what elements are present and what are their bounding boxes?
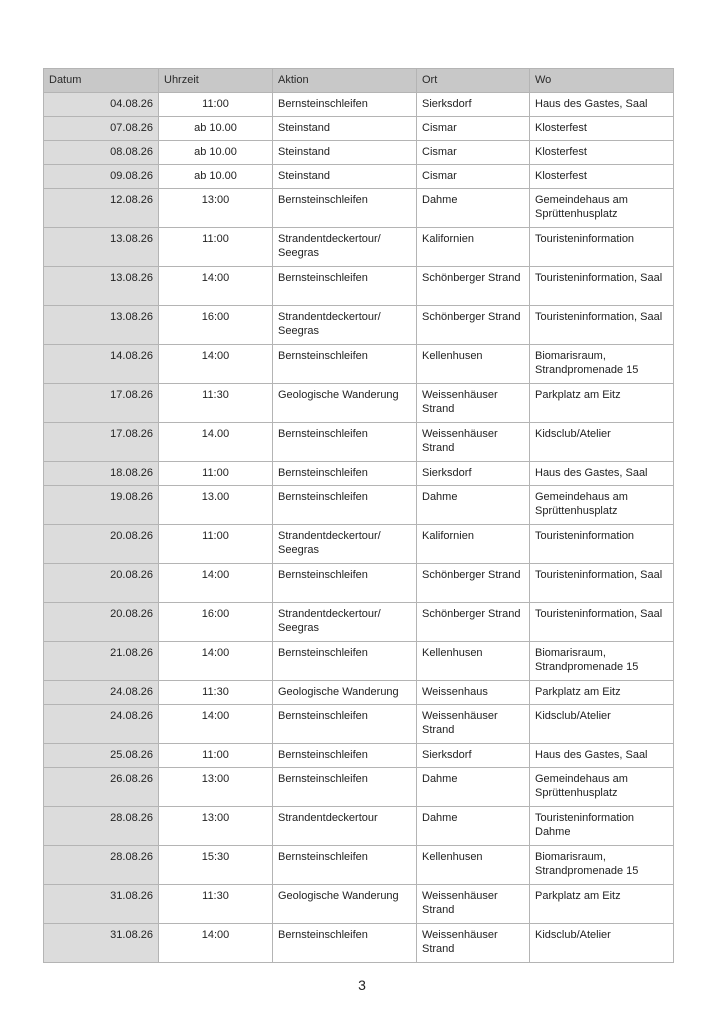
cell-uhrzeit: 14:00 xyxy=(159,345,273,384)
cell-datum: 14.08.26 xyxy=(44,345,159,384)
cell-aktion: Steinstand xyxy=(273,141,417,165)
cell-wo: Kidsclub/Atelier xyxy=(530,705,674,744)
cell-datum: 12.08.26 xyxy=(44,189,159,228)
cell-aktion: Strandentdeckertour/ Seegras xyxy=(273,228,417,267)
cell-ort: Dahme xyxy=(417,807,530,846)
cell-datum: 20.08.26 xyxy=(44,564,159,603)
cell-uhrzeit: 14:00 xyxy=(159,642,273,681)
table-row xyxy=(44,642,674,681)
cell-datum: 21.08.26 xyxy=(44,642,159,681)
table-row xyxy=(44,705,674,744)
table-row xyxy=(44,807,674,846)
cell-aktion: Bernsteinschleifen xyxy=(273,924,417,963)
cell-aktion: Strandentdeckertour/ Seegras xyxy=(273,306,417,345)
cell-aktion: Bernsteinschleifen xyxy=(273,705,417,744)
cell-ort: Schönberger Strand xyxy=(417,603,530,642)
cell-aktion: Bernsteinschleifen xyxy=(273,486,417,525)
cell-aktion: Geologische Wanderung xyxy=(273,885,417,924)
event-schedule-table xyxy=(43,68,674,963)
cell-ort: Dahme xyxy=(417,486,530,525)
cell-ort: Cismar xyxy=(417,117,530,141)
cell-datum: 13.08.26 xyxy=(44,267,159,306)
cell-datum: 25.08.26 xyxy=(44,744,159,768)
cell-wo: Gemeindehaus am Sprüttenhusplatz xyxy=(530,486,674,525)
header-ort: Ort xyxy=(417,69,530,93)
cell-uhrzeit: 14:00 xyxy=(159,924,273,963)
cell-aktion: Bernsteinschleifen xyxy=(273,423,417,462)
cell-wo: Touristeninformation Dahme xyxy=(530,807,674,846)
table-row xyxy=(44,462,674,486)
cell-wo: Touristeninformation, Saal xyxy=(530,564,674,603)
cell-ort: Kellenhusen xyxy=(417,642,530,681)
cell-uhrzeit: 11:00 xyxy=(159,525,273,564)
page-number: 3 xyxy=(358,977,366,993)
cell-datum: 07.08.26 xyxy=(44,117,159,141)
cell-uhrzeit: 16:00 xyxy=(159,306,273,345)
cell-aktion: Steinstand xyxy=(273,117,417,141)
cell-uhrzeit: 13.00 xyxy=(159,486,273,525)
cell-aktion: Bernsteinschleifen xyxy=(273,267,417,306)
table-row xyxy=(44,141,674,165)
header-wo: Wo xyxy=(530,69,674,93)
table-row xyxy=(44,117,674,141)
cell-datum: 31.08.26 xyxy=(44,885,159,924)
cell-wo: Biomarisraum, Strandpromenade 15 xyxy=(530,345,674,384)
table-body xyxy=(44,93,674,963)
cell-wo: Touristeninformation xyxy=(530,525,674,564)
header-uhrzeit: Uhrzeit xyxy=(159,69,273,93)
cell-datum: 31.08.26 xyxy=(44,924,159,963)
cell-uhrzeit: 14.00 xyxy=(159,423,273,462)
cell-aktion: Bernsteinschleifen xyxy=(273,642,417,681)
table-row xyxy=(44,165,674,189)
cell-uhrzeit: 11:00 xyxy=(159,93,273,117)
cell-wo: Klosterfest xyxy=(530,141,674,165)
cell-wo: Klosterfest xyxy=(530,117,674,141)
cell-ort: Cismar xyxy=(417,165,530,189)
cell-aktion: Bernsteinschleifen xyxy=(273,462,417,486)
cell-uhrzeit: ab 10.00 xyxy=(159,141,273,165)
cell-ort: Weissenhäuser Strand xyxy=(417,924,530,963)
cell-ort: Kellenhusen xyxy=(417,345,530,384)
table-row xyxy=(44,885,674,924)
cell-ort: Kellenhusen xyxy=(417,846,530,885)
cell-wo: Parkplatz am Eitz xyxy=(530,681,674,705)
cell-ort: Weissenhäuser Strand xyxy=(417,423,530,462)
cell-uhrzeit: 13:00 xyxy=(159,807,273,846)
cell-uhrzeit: 16:00 xyxy=(159,603,273,642)
cell-wo: Touristeninformation, Saal xyxy=(530,306,674,345)
cell-aktion: Bernsteinschleifen xyxy=(273,564,417,603)
cell-uhrzeit: 13:00 xyxy=(159,768,273,807)
cell-wo: Biomarisraum, Strandpromenade 15 xyxy=(530,846,674,885)
cell-datum: 17.08.26 xyxy=(44,423,159,462)
cell-datum: 24.08.26 xyxy=(44,681,159,705)
table-row xyxy=(44,564,674,603)
table-row xyxy=(44,846,674,885)
cell-aktion: Bernsteinschleifen xyxy=(273,744,417,768)
cell-ort: Kalifornien xyxy=(417,525,530,564)
cell-uhrzeit: 11:30 xyxy=(159,681,273,705)
table-row xyxy=(44,189,674,228)
table-row xyxy=(44,924,674,963)
cell-aktion: Bernsteinschleifen xyxy=(273,768,417,807)
table-row xyxy=(44,768,674,807)
cell-ort: Dahme xyxy=(417,189,530,228)
cell-uhrzeit: 14:00 xyxy=(159,705,273,744)
cell-ort: Schönberger Strand xyxy=(417,564,530,603)
cell-wo: Haus des Gastes, Saal xyxy=(530,462,674,486)
cell-datum: 13.08.26 xyxy=(44,228,159,267)
cell-ort: Schönberger Strand xyxy=(417,267,530,306)
cell-wo: Klosterfest xyxy=(530,165,674,189)
cell-aktion: Geologische Wanderung xyxy=(273,681,417,705)
cell-datum: 18.08.26 xyxy=(44,462,159,486)
cell-uhrzeit: ab 10.00 xyxy=(159,117,273,141)
cell-aktion: Strandentdeckertour xyxy=(273,807,417,846)
table-row xyxy=(44,267,674,306)
cell-uhrzeit: ab 10.00 xyxy=(159,165,273,189)
cell-wo: Haus des Gastes, Saal xyxy=(530,93,674,117)
table-row xyxy=(44,681,674,705)
cell-datum: 20.08.26 xyxy=(44,525,159,564)
cell-datum: 09.08.26 xyxy=(44,165,159,189)
cell-ort: Sierksdorf xyxy=(417,462,530,486)
cell-datum: 20.08.26 xyxy=(44,603,159,642)
cell-wo: Touristeninformation, Saal xyxy=(530,603,674,642)
cell-ort: Cismar xyxy=(417,141,530,165)
cell-ort: Weissenhäuser Strand xyxy=(417,885,530,924)
cell-aktion: Geologische Wanderung xyxy=(273,384,417,423)
table-header-row xyxy=(44,69,674,93)
cell-wo: Parkplatz am Eitz xyxy=(530,384,674,423)
cell-ort: Dahme xyxy=(417,768,530,807)
cell-datum: 13.08.26 xyxy=(44,306,159,345)
cell-ort: Kalifornien xyxy=(417,228,530,267)
cell-ort: Weissenhäuser Strand xyxy=(417,705,530,744)
cell-datum: 28.08.26 xyxy=(44,807,159,846)
cell-wo: Touristeninformation, Saal xyxy=(530,267,674,306)
cell-wo: Biomarisraum, Strandpromenade 15 xyxy=(530,642,674,681)
table-row xyxy=(44,603,674,642)
cell-ort: Sierksdorf xyxy=(417,744,530,768)
cell-ort: Weissenhäuser Strand xyxy=(417,384,530,423)
cell-uhrzeit: 11:00 xyxy=(159,744,273,768)
cell-wo: Touristeninformation xyxy=(530,228,674,267)
cell-aktion: Bernsteinschleifen xyxy=(273,846,417,885)
cell-uhrzeit: 14:00 xyxy=(159,564,273,603)
cell-aktion: Steinstand xyxy=(273,165,417,189)
cell-datum: 26.08.26 xyxy=(44,768,159,807)
cell-datum: 04.08.26 xyxy=(44,93,159,117)
cell-wo: Parkplatz am Eitz xyxy=(530,885,674,924)
cell-wo: Haus des Gastes, Saal xyxy=(530,744,674,768)
header-datum: Datum xyxy=(44,69,159,93)
cell-datum: 24.08.26 xyxy=(44,705,159,744)
header-aktion: Aktion xyxy=(273,69,417,93)
cell-uhrzeit: 11:30 xyxy=(159,384,273,423)
cell-datum: 19.08.26 xyxy=(44,486,159,525)
cell-aktion: Bernsteinschleifen xyxy=(273,345,417,384)
table-row xyxy=(44,306,674,345)
cell-uhrzeit: 14:00 xyxy=(159,267,273,306)
cell-wo: Gemeindehaus am Sprüttenhusplatz xyxy=(530,189,674,228)
table-row xyxy=(44,384,674,423)
cell-ort: Weissenhaus xyxy=(417,681,530,705)
table-row xyxy=(44,345,674,384)
cell-aktion: Strandentdeckertour/ Seegras xyxy=(273,525,417,564)
cell-wo: Gemeindehaus am Sprüttenhusplatz xyxy=(530,768,674,807)
cell-aktion: Bernsteinschleifen xyxy=(273,189,417,228)
cell-uhrzeit: 13:00 xyxy=(159,189,273,228)
cell-uhrzeit: 11:30 xyxy=(159,885,273,924)
table-row xyxy=(44,228,674,267)
cell-ort: Sierksdorf xyxy=(417,93,530,117)
table-row xyxy=(44,744,674,768)
cell-aktion: Bernsteinschleifen xyxy=(273,93,417,117)
table-row xyxy=(44,486,674,525)
cell-datum: 08.08.26 xyxy=(44,141,159,165)
cell-aktion: Strandentdeckertour/ Seegras xyxy=(273,603,417,642)
cell-uhrzeit: 11:00 xyxy=(159,462,273,486)
table-row xyxy=(44,423,674,462)
table-row xyxy=(44,525,674,564)
cell-ort: Schönberger Strand xyxy=(417,306,530,345)
cell-uhrzeit: 15:30 xyxy=(159,846,273,885)
cell-uhrzeit: 11:00 xyxy=(159,228,273,267)
cell-wo: Kidsclub/Atelier xyxy=(530,924,674,963)
cell-datum: 17.08.26 xyxy=(44,384,159,423)
cell-datum: 28.08.26 xyxy=(44,846,159,885)
cell-wo: Kidsclub/Atelier xyxy=(530,423,674,462)
table-row xyxy=(44,93,674,117)
